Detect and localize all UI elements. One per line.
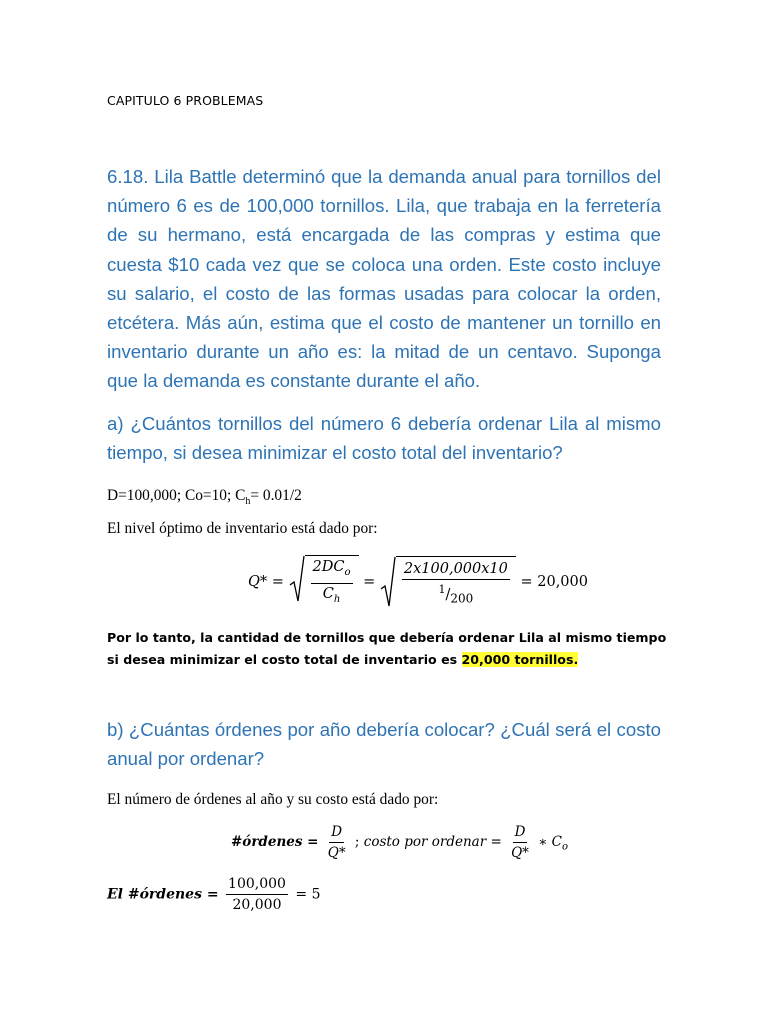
orders-formula: #órdenes = $\frac{D}{Q*}$ ; costo por ordenar = $\frac{D}{Q*}$ ∗ $C_o$ [231, 824, 569, 861]
chapter-heading: CAPITULO 6 PROBLEMAS [107, 93, 264, 108]
question-b: b) ¿Cuántas órdenes por año debería colocar? ¿Cuál será el costo anual por ordenar? [107, 719, 661, 770]
problem-statement: 6.18. Lila Battle determinó que la demanda anual para tornillos del número 6 es de 100,000 tornillos. Lila, que trabaja en la ferretería de su hermano, está encargada de las compras y estima que cuesta $10 cada vez que se coloca una orden. Este costo incluye su salario, el costo de las formas usadas para colocar la orden, etcétera. Más aún, estima que el costo de mantener un tornillo en inventario durante un año es: la mitad de un centavo. Suponga que la demanda es constante durante el año. [107, 166, 661, 392]
question-a: a) ¿Cuántos tornillos del número 6 debería ordenar Lila al mismo tiempo, si desea minimizar el costo total del inventario? [107, 413, 661, 464]
orders-result: El #órdenes = $\frac{100,000}{20,000}$ = 5 [107, 876, 321, 913]
highlighted-answer: 20,000 tornillos. [461, 652, 579, 667]
sqrt-symbol-1: $\frac{2DC_o}{C_h}$ [289, 555, 359, 609]
given-values: D=100,000; Co=10; $C_h= 0.01/2$ [107, 487, 302, 508]
optimal-level-intro: El nivel óptimo de inventario está dado por: [107, 520, 378, 537]
sqrt-symbol-2: $\frac{2x100,000x10}{^1/_{200}}$ [380, 556, 516, 608]
eoq-formula: Q* = $\frac{2DC_o}{C_h}$ = $\frac{2x100,000x10}{^1/_{200}}$ = 20,000 [248, 555, 588, 609]
orders-intro: El número de órdenes al año y su costo está dado por: [107, 791, 439, 808]
conclusion-a: Por lo tanto, la cantidad de tornillos que debería ordenar Lila al mismo tiempo si desea minimizar el costo total de inventario es 20,000 tornillos. [107, 630, 667, 667]
